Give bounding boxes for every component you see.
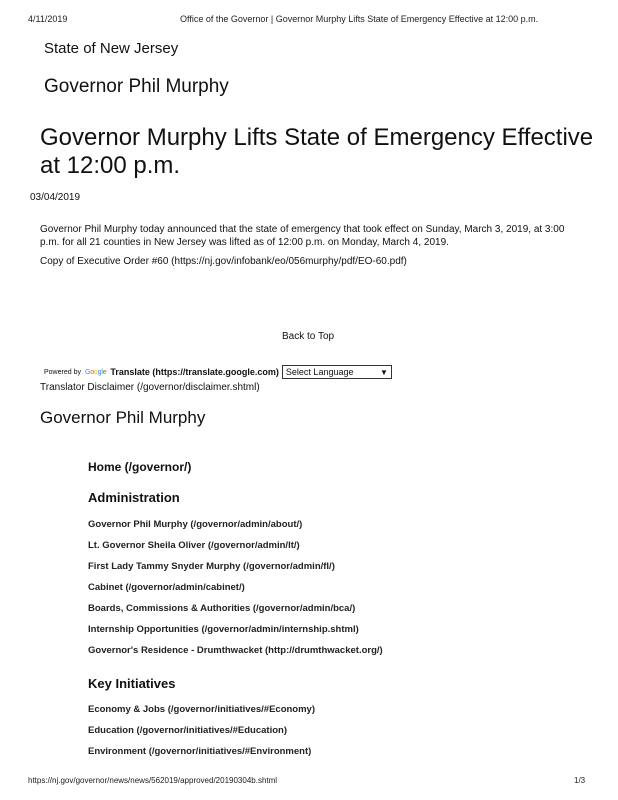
- powered-by-label: Powered by: [44, 368, 81, 376]
- print-footer-page-number: 1/3: [574, 776, 586, 785]
- nav-admin-item[interactable]: Governor's Residence - Drumthwacket (http://drumthwacket.org/): [88, 645, 383, 656]
- nav-admin-item[interactable]: Cabinet (/governor/admin/cabinet/): [88, 582, 245, 593]
- article-date: 03/04/2019: [30, 192, 81, 203]
- article-body: Governor Phil Murphy today announced that the state of emergency that took effect on Sunday, March 3, 2019, at 3:00 p.m. for all 21 counties in New Jersey was lifted as of 12:00 p.m. on Monday, March 4, 2019.: [40, 224, 565, 248]
- nav-key-initiatives-heading: Key Initiatives: [88, 676, 176, 691]
- language-select[interactable]: [282, 365, 392, 379]
- nav-admin-item[interactable]: First Lady Tammy Snyder Murphy (/governor/admin/fl/): [88, 561, 335, 572]
- translate-bar: [44, 364, 392, 380]
- executive-order-link[interactable]: Copy of Executive Order #60 (https://nj.gov/infobank/eo/056murphy/pdf/EO-60.pdf): [40, 256, 407, 267]
- print-footer-url: https://nj.gov/governor/news/news/562019/approved/20190304b.shtml: [28, 776, 278, 785]
- nav-administration-heading: Administration: [88, 490, 180, 505]
- translator-disclaimer-link[interactable]: Translator Disclaimer (/governor/disclaimer.shtml): [40, 382, 260, 393]
- dropdown-arrow-icon: ▼: [380, 367, 388, 377]
- google-logo: Google: [84, 368, 107, 376]
- nav-admin-item[interactable]: Boards, Commissions & Authorities (/governor/admin/bca/): [88, 603, 356, 614]
- nav-initiative-item[interactable]: Education (/governor/initiatives/#Education): [88, 725, 287, 736]
- print-header-date: 4/11/2019: [28, 14, 68, 24]
- nav-initiative-item[interactable]: Economy & Jobs (/governor/initiatives/#Economy): [88, 704, 315, 715]
- footer-nav-title: Governor Phil Murphy: [40, 408, 206, 427]
- site-governor-link[interactable]: Governor Phil Murphy: [44, 76, 229, 97]
- nav-home-link[interactable]: Home (/governor/): [88, 460, 192, 474]
- back-to-top-link[interactable]: Back to Top: [282, 331, 335, 342]
- nav-admin-item[interactable]: Internship Opportunities (/governor/admin/internship.shtml): [88, 624, 359, 635]
- nav-admin-item[interactable]: Governor Phil Murphy (/governor/admin/about/): [88, 519, 303, 530]
- article-title: Governor Murphy Lifts State of Emergency Effective at 12:00 p.m.: [40, 124, 594, 179]
- nav-initiative-item[interactable]: Environment (/governor/initiatives/#Environment): [88, 746, 312, 757]
- google-translate-link[interactable]: Translate (https://translate.google.com): [110, 367, 279, 377]
- language-select-value: Select Language: [285, 367, 354, 377]
- nav-admin-item[interactable]: Lt. Governor Sheila Oliver (/governor/admin/lt/): [88, 540, 300, 551]
- site-state-link[interactable]: State of New Jersey: [44, 40, 179, 57]
- print-header-title: Office of the Governor | Governor Murphy Lifts State of Emergency Effective at 12:00 p.m.: [180, 14, 539, 24]
